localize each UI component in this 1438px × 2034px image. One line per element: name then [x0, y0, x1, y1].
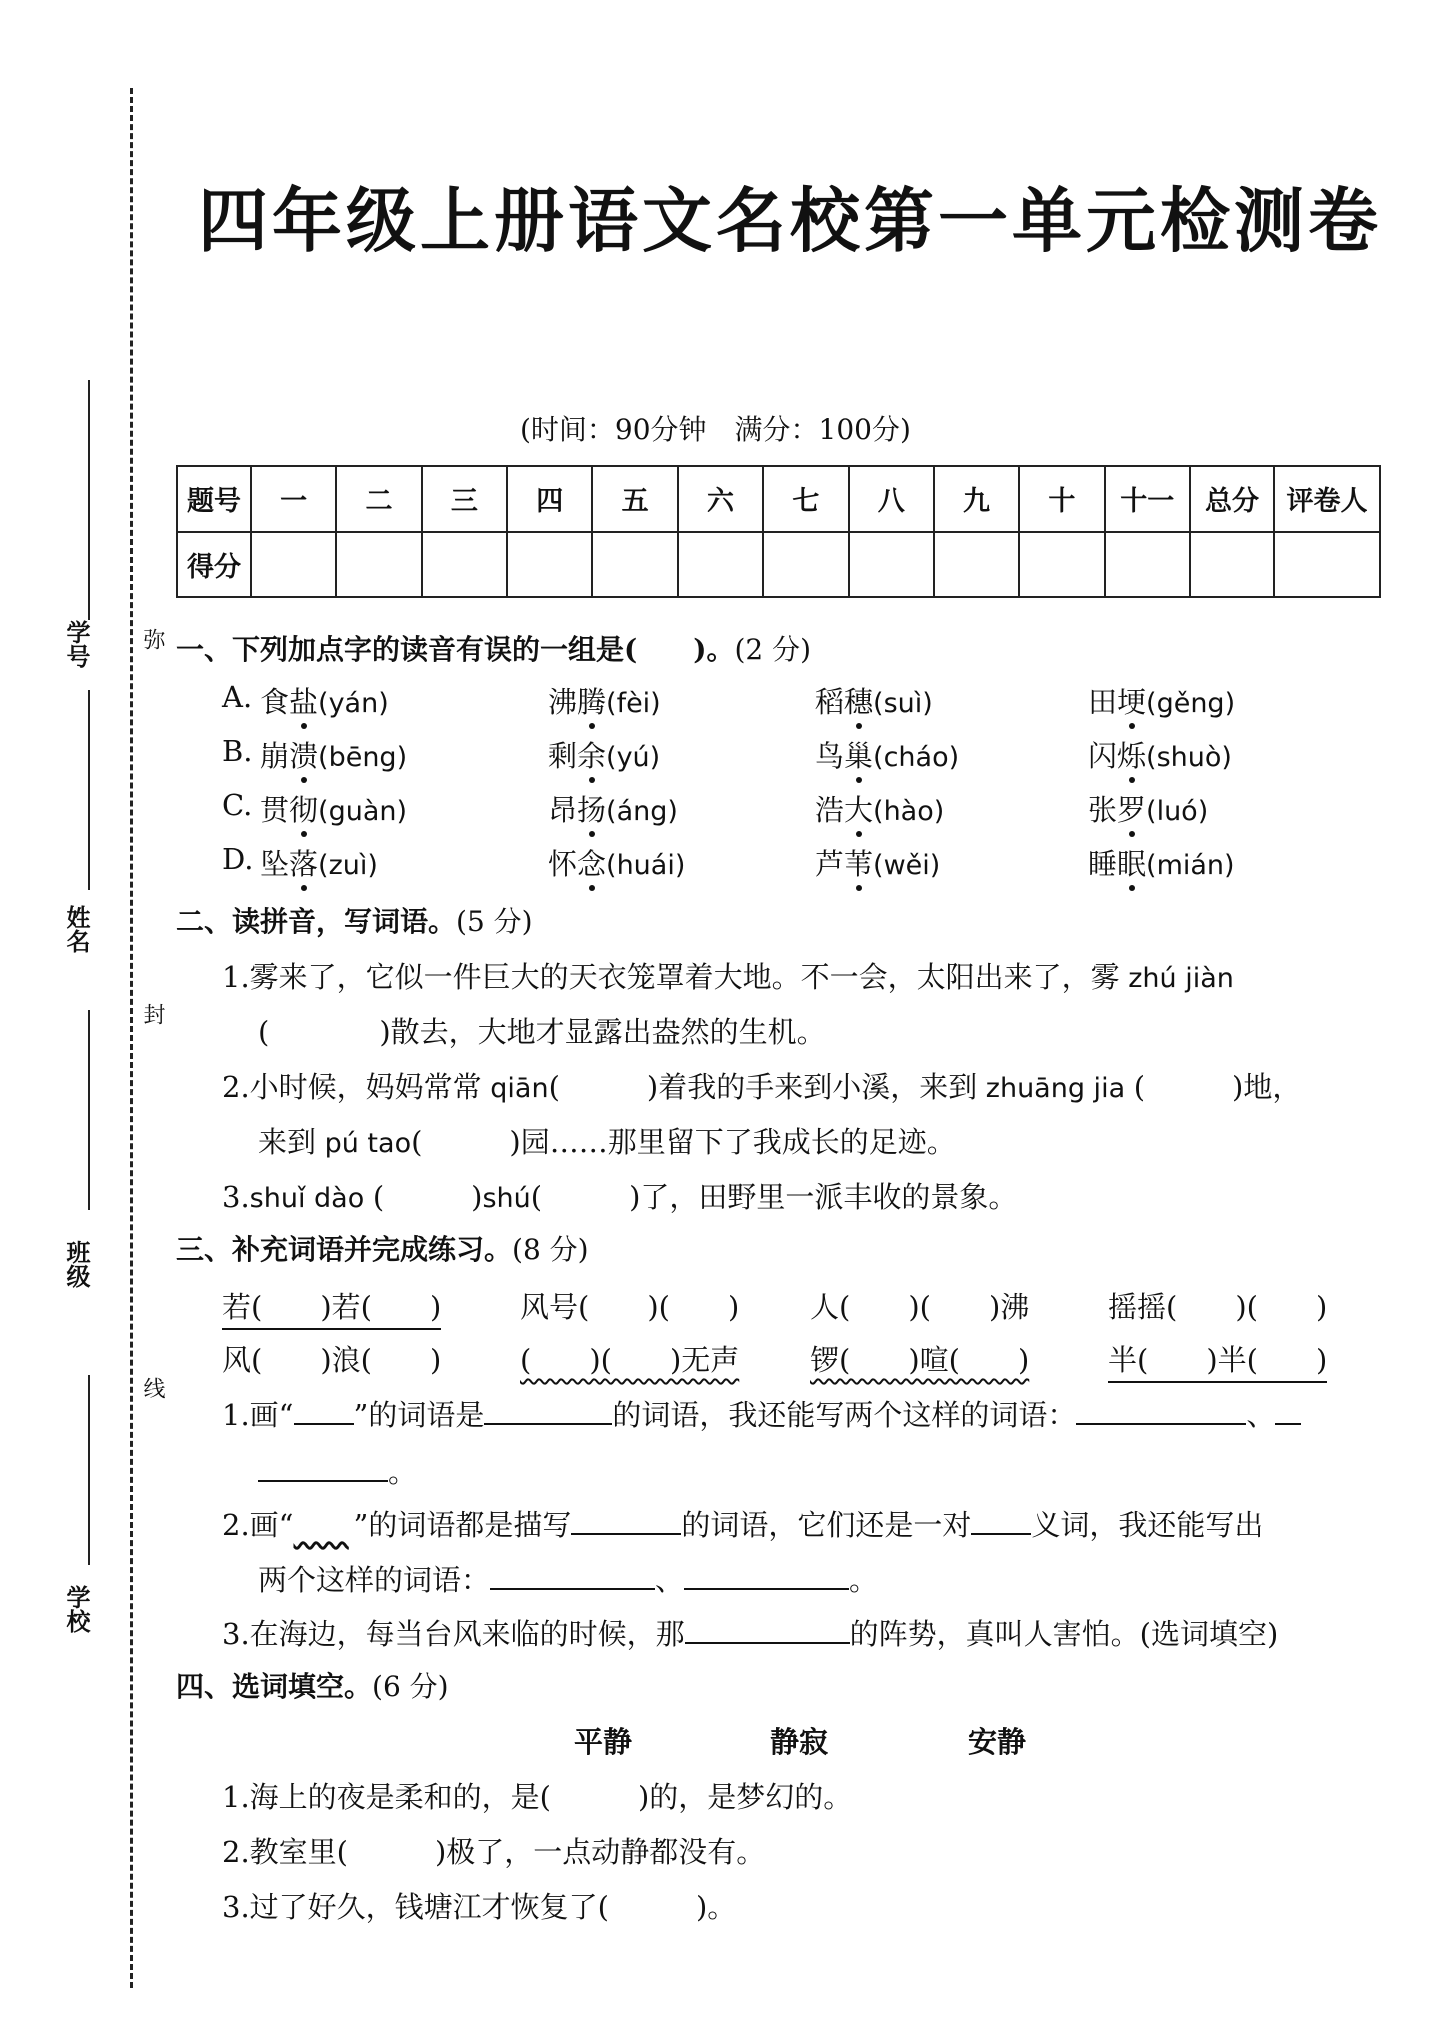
score-table-score-row [177, 532, 1380, 598]
s4-word-2: 静寂 [770, 1725, 829, 1759]
score-cell[interactable] [849, 532, 934, 598]
s1-char: 张 [1088, 793, 1118, 827]
s2-q1-text2: )散去，大地才显露出盎然的生机。 [379, 1015, 826, 1049]
s3-q2-blank2[interactable] [971, 1505, 1031, 1535]
s1-word [1088, 680, 1235, 721]
s3-q2-blank4[interactable] [684, 1560, 849, 1590]
student-id-line[interactable] [88, 380, 90, 620]
score-cell[interactable] [336, 532, 421, 598]
s1-word [548, 680, 661, 721]
score-cell[interactable] [934, 532, 1019, 598]
section-4-title-text: 四、选词填空。 [176, 1670, 373, 1703]
s3-q3-blank[interactable] [685, 1614, 850, 1644]
s3-q1-underline-sample [294, 1395, 354, 1425]
section-1-title [176, 628, 811, 668]
s1-dotted-char: 巢 [844, 734, 873, 775]
s1-option-letter[interactable]: C. [222, 788, 253, 822]
s1-char: 昂 [548, 793, 578, 827]
col-total: 总分 [1190, 466, 1274, 532]
s1-char: 芦 [815, 847, 845, 881]
s2-q2-pinyin2: zhuāng jia [977, 1073, 1134, 1104]
s3-q1-end: 。 [388, 1455, 418, 1489]
s3-q1-line1 [222, 1393, 1301, 1434]
s3-q1-blank3-cont[interactable] [258, 1452, 388, 1482]
name-label: 姓名 [62, 905, 91, 953]
score-table [176, 465, 1381, 598]
s1-char: 田 [1088, 685, 1118, 719]
s1-char: 贯 [260, 793, 290, 827]
s3-q2-sep: 、 [655, 1563, 685, 1597]
score-table-header-row [177, 466, 1380, 532]
s1-pinyin: (fèi) [606, 688, 661, 719]
s2-q2-text2: 来到 [258, 1125, 317, 1159]
s3-q2-line1 [222, 1503, 1263, 1544]
s1-dotted-char: 腾 [577, 680, 606, 721]
s1-pinyin: (yán) [318, 688, 389, 719]
s1-dotted-char: 埂 [1117, 680, 1146, 721]
s1-pinyin: (bēng) [318, 742, 408, 773]
school-line[interactable] [88, 1375, 90, 1565]
s1-word [815, 788, 944, 829]
s1-char: 鸟 [815, 739, 845, 773]
s3-word-6[interactable]: ( )( )无声 [520, 1343, 740, 1377]
s3-word-8[interactable]: 半( )半( ) [1108, 1338, 1327, 1383]
col-2: 二 [336, 466, 421, 532]
section-1-title-text: 一、下列加点字的读音有误的一组是( )。 [176, 633, 735, 666]
s1-word [1088, 842, 1235, 883]
exam-info: (时间：90分钟 满分：100分) [520, 413, 911, 446]
s1-word [260, 734, 407, 775]
binding-dashed-line [130, 88, 133, 1988]
score-label: 得分 [177, 532, 251, 598]
s1-char: 睡 [1088, 847, 1118, 881]
s1-dotted-char: 烁 [1117, 734, 1146, 775]
score-cell[interactable] [763, 532, 848, 598]
s2-q2-text1: 2.小时候，妈妈常常 [222, 1070, 482, 1104]
section-3-title [176, 1228, 589, 1268]
s1-option-letter[interactable]: D. [222, 842, 254, 876]
s2-q1-text: 1.雾来了，它似一件巨大的天衣笼罩着大地。不一会，太阳出来了，雾 [222, 960, 1120, 994]
s1-pinyin: (huái) [606, 850, 686, 881]
s3-q2-text5: 两个这样的词语： [258, 1563, 491, 1597]
student-id-label: 学号 [62, 620, 91, 668]
col-9: 九 [934, 466, 1019, 532]
s4-q2[interactable]: 2.教室里( )极了，一点动静都没有。 [222, 1835, 766, 1869]
s1-word [548, 788, 678, 829]
s1-pinyin: (áng) [606, 796, 678, 827]
s1-word [815, 842, 940, 883]
s2-q1-line1 [222, 955, 1234, 996]
s2-q3-line [222, 1175, 1017, 1216]
section-4-title [176, 1665, 449, 1705]
s3-q1-text3: 的词语，我还能写两个这样的词语： [612, 1398, 1077, 1432]
s3-q2-wavy-sample [294, 1508, 354, 1542]
s1-char: 怀 [548, 847, 578, 881]
s3-q1-line2 [258, 1450, 417, 1491]
s3-q3-line [222, 1612, 1278, 1653]
s1-pinyin: (shuò) [1146, 742, 1232, 773]
s2-q3-num: 3. [222, 1180, 250, 1214]
s3-word-5[interactable]: 风( )浪( ) [222, 1343, 442, 1377]
s1-dotted-char: 穗 [844, 680, 873, 721]
s3-q2-text3: 的词语，它们还是一对 [681, 1508, 972, 1542]
s3-q1-blank2[interactable] [1076, 1395, 1246, 1425]
s1-word [548, 842, 685, 883]
s1-dotted-char: 溃 [289, 734, 318, 775]
s2-q2-line2 [258, 1120, 956, 1161]
class-label: 班级 [62, 1240, 91, 1288]
s2-q2-pinyin1: qiān [481, 1073, 549, 1104]
s1-char: 坠 [260, 847, 290, 881]
col-1: 一 [251, 466, 336, 532]
s2-q1-pinyin: zhú jiàn [1119, 963, 1234, 994]
s3-q1-blank3[interactable] [1275, 1395, 1301, 1425]
s3-word-4[interactable]: 摇摇( )( ) [1108, 1290, 1328, 1324]
name-line[interactable] [88, 690, 90, 890]
s1-dotted-char: 念 [577, 842, 606, 883]
s3-word-1[interactable]: 若( )若( ) [222, 1285, 441, 1330]
class-line[interactable] [88, 1010, 90, 1210]
score-cell[interactable] [507, 532, 592, 598]
score-cell[interactable] [1105, 532, 1190, 598]
s1-word [548, 734, 660, 775]
school-label: 学校 [62, 1585, 91, 1633]
s2-q1-blank-open[interactable]: ( [258, 1015, 270, 1049]
score-cell[interactable] [678, 532, 763, 598]
s4-q1[interactable]: 1.海上的夜是柔和的，是( )的，是梦幻的。 [222, 1780, 853, 1814]
col-10: 十 [1019, 466, 1104, 532]
s2-q2-pinyin3: pú tao [316, 1128, 412, 1159]
s2-q2-line1 [222, 1065, 1301, 1106]
s1-dotted-char: 罗 [1117, 788, 1146, 829]
s1-char: 闪 [1088, 739, 1118, 773]
fold-mark-mi: 弥 [140, 628, 168, 650]
s3-word-3[interactable]: 人( )( )沸 [810, 1290, 1030, 1324]
score-cell[interactable] [422, 532, 507, 598]
s1-pinyin: (guàn) [318, 796, 408, 827]
s1-pinyin: (gěng) [1146, 688, 1236, 719]
s1-char: 稻 [815, 685, 845, 719]
s2-q2-blank1[interactable]: ( )着我的手来到小溪，来到 [548, 1070, 978, 1104]
s1-pinyin: (yú) [606, 742, 661, 773]
s1-pinyin: (luó) [1146, 796, 1209, 827]
s3-q1-text2: ”的词语是 [353, 1398, 485, 1432]
s1-char: 剩 [548, 739, 578, 773]
s3-q2-text2: ”的词语都是描写 [353, 1508, 572, 1542]
score-cell[interactable] [592, 532, 677, 598]
s3-q1-sep: 、 [1246, 1398, 1276, 1432]
s1-dotted-char: 彻 [289, 788, 318, 829]
col-8: 八 [849, 466, 934, 532]
s4-word-1: 平静 [574, 1725, 633, 1759]
s1-word [260, 788, 407, 829]
page-title: 四年级上册语文名校第一单元检测卷 [198, 179, 1382, 262]
s3-q1-blank1[interactable] [484, 1395, 612, 1425]
col-11: 十一 [1105, 466, 1190, 532]
s3-q3-text1: 3.在海边，每当台风来临的时候，那 [222, 1617, 685, 1651]
s2-q3-pinyin1: shuǐ dào [249, 1183, 373, 1214]
s1-dotted-char: 扬 [577, 788, 606, 829]
fold-mark-feng: 封 [140, 1003, 168, 1025]
score-cell[interactable] [1019, 532, 1104, 598]
section-2-title-text: 二、读拼音，写词语。 [176, 905, 457, 938]
section-3-title-text: 三、补充词语并完成练习。 [176, 1233, 513, 1266]
s3-q1-text1: 1.画“ [222, 1398, 294, 1432]
s3-q2-end: 。 [849, 1563, 879, 1597]
s1-option-letter[interactable]: A. [222, 680, 253, 714]
s1-pinyin: (suì) [873, 688, 933, 719]
s1-dotted-char: 大 [844, 788, 873, 829]
s1-dotted-char: 盐 [289, 680, 318, 721]
s1-char: 沸 [548, 685, 578, 719]
s3-word-2[interactable]: 风号( )( ) [520, 1290, 740, 1324]
section-2-title [176, 900, 533, 940]
s4-q3[interactable]: 3.过了好久，钱塘江才恢复了( )。 [222, 1890, 737, 1924]
s2-q1-line2 [258, 1010, 826, 1051]
s3-q2-text4: 义词，我还能写出 [1031, 1508, 1264, 1542]
section-3-points: (8 分) [512, 1233, 589, 1266]
s2-q2-blank3[interactable]: ( )园……那里留下了我成长的足迹。 [411, 1125, 956, 1159]
s1-pinyin: (cháo) [873, 742, 960, 773]
s1-word [260, 680, 389, 721]
s3-q2-blank1[interactable] [571, 1505, 681, 1535]
s2-q2-blank2[interactable]: ( )地， [1133, 1070, 1302, 1104]
header-label: 题号 [177, 466, 251, 532]
s1-pinyin: (mián) [1146, 850, 1235, 881]
s1-dotted-char: 落 [289, 842, 318, 883]
score-cell[interactable] [1274, 532, 1380, 598]
s3-q3-text2: 的阵势，真叫人害怕。(选词填空) [849, 1617, 1279, 1651]
s1-word [815, 734, 959, 775]
col-7: 七 [763, 466, 848, 532]
col-4: 四 [507, 466, 592, 532]
col-5: 五 [592, 466, 677, 532]
section-1-points: (2 分) [734, 633, 812, 666]
s3-word-7[interactable]: 锣( )喧( ) [810, 1343, 1030, 1377]
s3-q2-blank3[interactable] [490, 1560, 655, 1590]
section-4-points: (6 分) [372, 1670, 449, 1703]
fold-mark-xian: 线 [140, 1377, 168, 1399]
score-cell[interactable] [251, 532, 336, 598]
s1-char: 崩 [260, 739, 290, 773]
s1-dotted-char: 余 [577, 734, 606, 775]
s2-q3-pinyin2: shú [482, 1183, 531, 1214]
score-cell[interactable] [1190, 532, 1274, 598]
col-reviewer: 评卷人 [1274, 466, 1380, 532]
s3-q2-line2 [258, 1558, 878, 1599]
s1-word [1088, 734, 1232, 775]
s1-char: 浩 [815, 793, 845, 827]
s2-q3-blank2[interactable]: ( )了，田野里一派丰收的景象。 [530, 1180, 1018, 1214]
s1-pinyin: (hào) [873, 796, 945, 827]
s1-word [1088, 788, 1208, 829]
s1-dotted-char: 苇 [844, 842, 873, 883]
s3-q2-text1: 2.画“ [222, 1508, 294, 1542]
s1-option-letter[interactable]: B. [222, 734, 253, 768]
s2-q3-blank1[interactable]: ( ) [372, 1180, 483, 1214]
s1-word [260, 842, 378, 883]
s1-pinyin: (zuì) [318, 850, 378, 881]
col-6: 六 [678, 466, 763, 532]
s1-dotted-char: 眠 [1117, 842, 1146, 883]
s1-word [815, 680, 933, 721]
section-2-points: (5 分) [456, 905, 533, 938]
s1-char: 食 [260, 685, 290, 719]
s4-word-3: 安静 [968, 1725, 1027, 1759]
s1-pinyin: (wěi) [873, 850, 941, 881]
col-3: 三 [422, 466, 507, 532]
